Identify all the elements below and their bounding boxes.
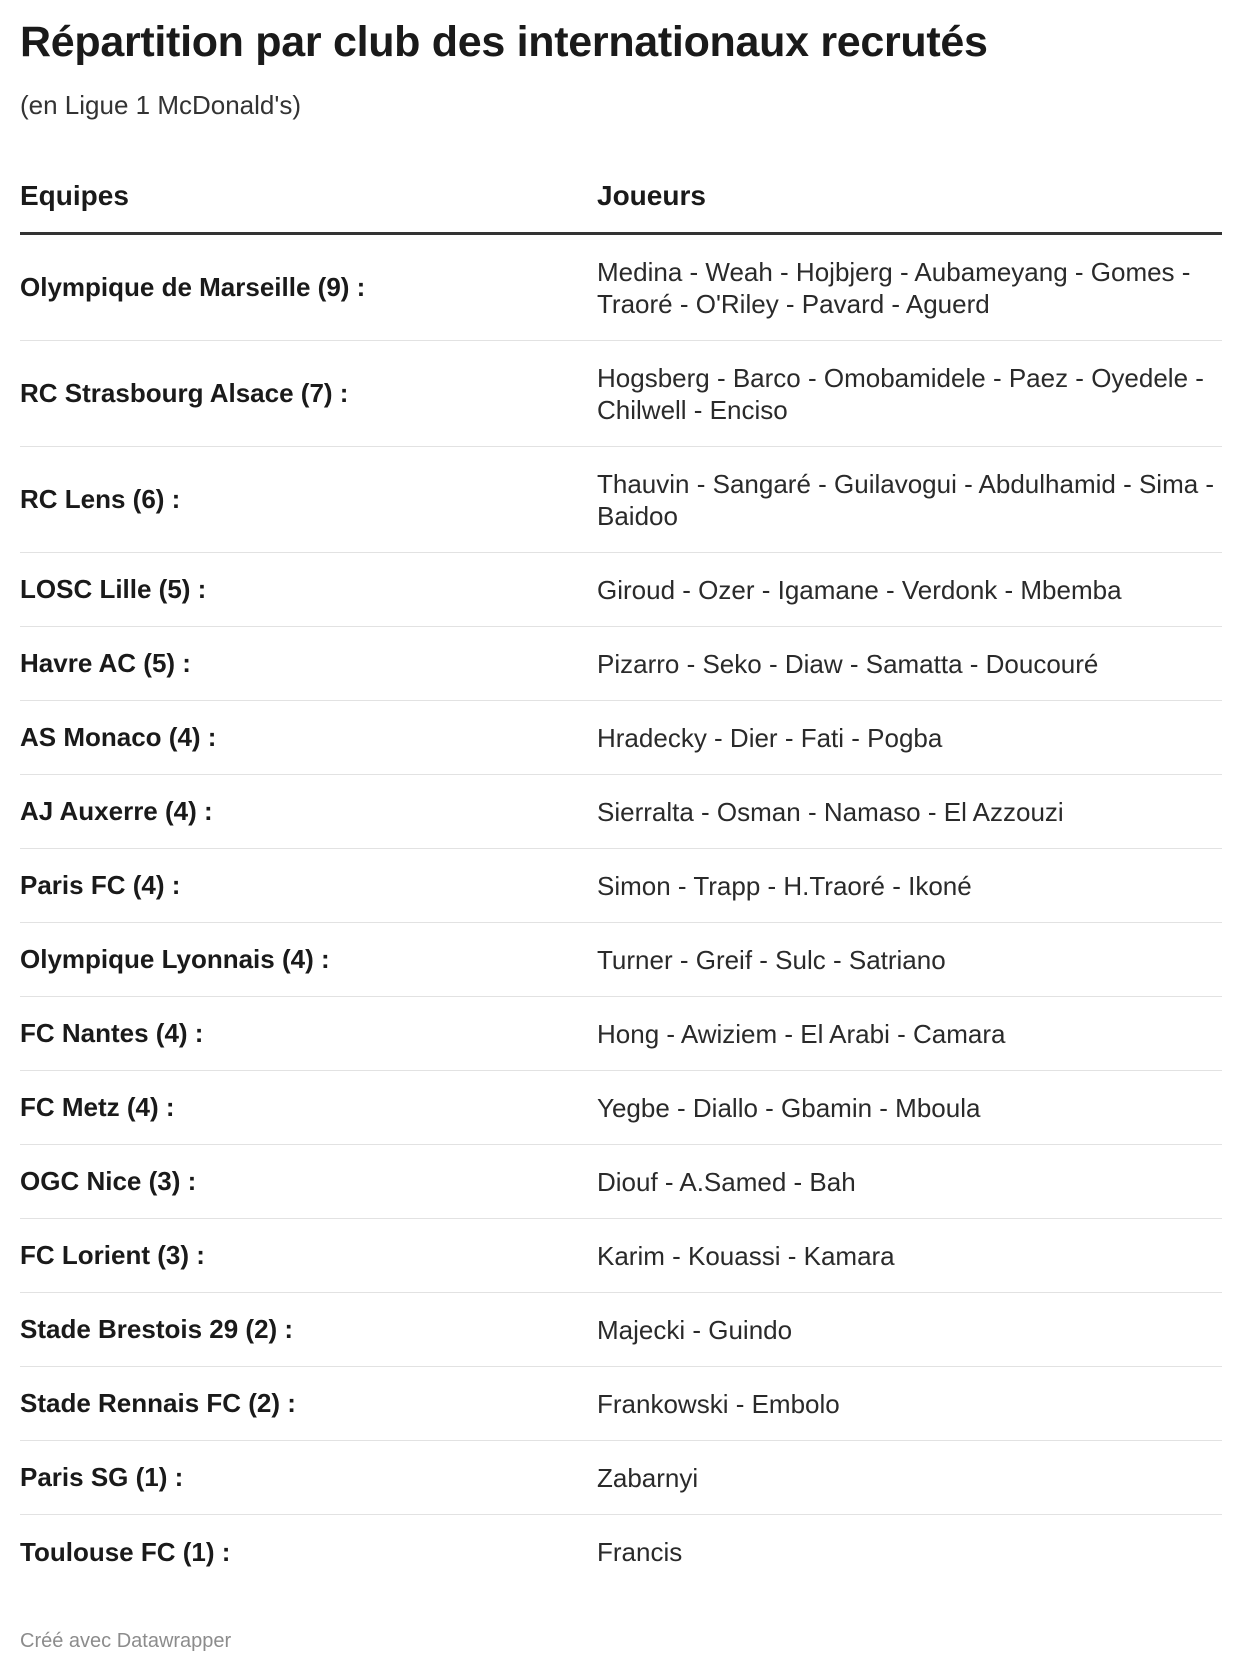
table-row bbox=[20, 627, 1222, 701]
chart-title: Répartition par club des internationaux recrutés bbox=[20, 18, 988, 66]
team-cell: Paris SG (1) : bbox=[20, 1462, 184, 1492]
team-cell: AS Monaco (4) : bbox=[20, 722, 217, 752]
players-cell: Hogsberg - Barco - Omobamidele - Paez - Oyedele - Chilwell - Enciso bbox=[597, 362, 1204, 425]
table-row bbox=[20, 341, 1222, 447]
team-cell: Olympique de Marseille (9) : bbox=[20, 272, 366, 302]
table-row bbox=[20, 701, 1222, 775]
players-cell: Thauvin - Sangaré - Guilavogui - Abdulhamid - Sima - Baidoo bbox=[597, 468, 1215, 531]
table-row bbox=[20, 775, 1222, 849]
team-cell: RC Lens (6) : bbox=[20, 484, 181, 514]
team-cell: FC Nantes (4) : bbox=[20, 1018, 204, 1048]
table-row bbox=[20, 1071, 1222, 1145]
table-row bbox=[20, 553, 1222, 627]
players-cell: Hong - Awiziem - El Arabi - Camara bbox=[597, 1018, 1006, 1049]
players-cell: Turner - Greif - Sulc - Satriano bbox=[597, 944, 946, 975]
players-cell: Simon - Trapp - H.Traoré - Ikoné bbox=[597, 870, 972, 901]
team-cell: RC Strasbourg Alsace (7) : bbox=[20, 378, 349, 408]
team-cell: Stade Rennais FC (2) : bbox=[20, 1388, 296, 1418]
table-body bbox=[20, 235, 1222, 1589]
players-cell: Medina - Weah - Hojbjerg - Aubameyang - Gomes - Traoré - O'Riley - Pavard - Aguerd bbox=[597, 256, 1191, 319]
team-cell: LOSC Lille (5) : bbox=[20, 574, 207, 604]
players-cell: Diouf - A.Samed - Bah bbox=[597, 1166, 856, 1197]
players-cell: Pizarro - Seko - Diaw - Samatta - Doucouré bbox=[597, 648, 1099, 679]
team-cell: Stade Brestois 29 (2) : bbox=[20, 1314, 294, 1344]
players-cell: Francis bbox=[597, 1537, 683, 1567]
column-header-players: Joueurs bbox=[597, 180, 706, 211]
team-cell: Toulouse FC (1) : bbox=[20, 1536, 231, 1567]
chart-subtitle: (en Ligue 1 McDonald's) bbox=[20, 90, 301, 120]
table-row bbox=[20, 1219, 1222, 1293]
team-cell: Olympique Lyonnais (4) : bbox=[20, 944, 330, 974]
table-row bbox=[20, 1367, 1222, 1441]
table-row bbox=[20, 923, 1222, 997]
players-cell: Frankowski - Embolo bbox=[597, 1388, 840, 1419]
players-cell: Karim - Kouassi - Kamara bbox=[597, 1240, 895, 1271]
players-cell: Majecki - Guindo bbox=[597, 1314, 793, 1345]
team-cell: FC Metz (4) : bbox=[20, 1092, 175, 1122]
players-cell: Yegbe - Diallo - Gbamin - Mboula bbox=[597, 1092, 981, 1123]
table-row bbox=[20, 447, 1222, 553]
table-row bbox=[20, 1441, 1222, 1515]
table-header bbox=[20, 176, 1222, 235]
team-cell: Havre AC (5) : bbox=[20, 648, 191, 678]
players-cell: Hradecky - Dier - Fati - Pogba bbox=[597, 722, 943, 753]
table-row bbox=[20, 235, 1222, 341]
players-cell: Giroud - Ozer - Igamane - Verdonk - Mbemba bbox=[597, 574, 1122, 605]
column-header-teams: Equipes bbox=[20, 180, 129, 211]
team-cell: OGC Nice (3) : bbox=[20, 1166, 197, 1196]
table-row bbox=[20, 1145, 1222, 1219]
team-cell: AJ Auxerre (4) : bbox=[20, 796, 213, 826]
table-row bbox=[20, 1515, 1222, 1589]
team-cell: Paris FC (4) : bbox=[20, 870, 181, 900]
players-cell: Sierralta - Osman - Namaso - El Azzouzi bbox=[597, 796, 1064, 827]
table-row bbox=[20, 849, 1222, 923]
players-cell: Zabarnyi bbox=[597, 1462, 699, 1493]
credit-footer: Créé avec Datawrapper bbox=[20, 1630, 232, 1652]
team-cell: FC Lorient (3) : bbox=[20, 1240, 205, 1270]
table-row bbox=[20, 1293, 1222, 1367]
table-row bbox=[20, 997, 1222, 1071]
